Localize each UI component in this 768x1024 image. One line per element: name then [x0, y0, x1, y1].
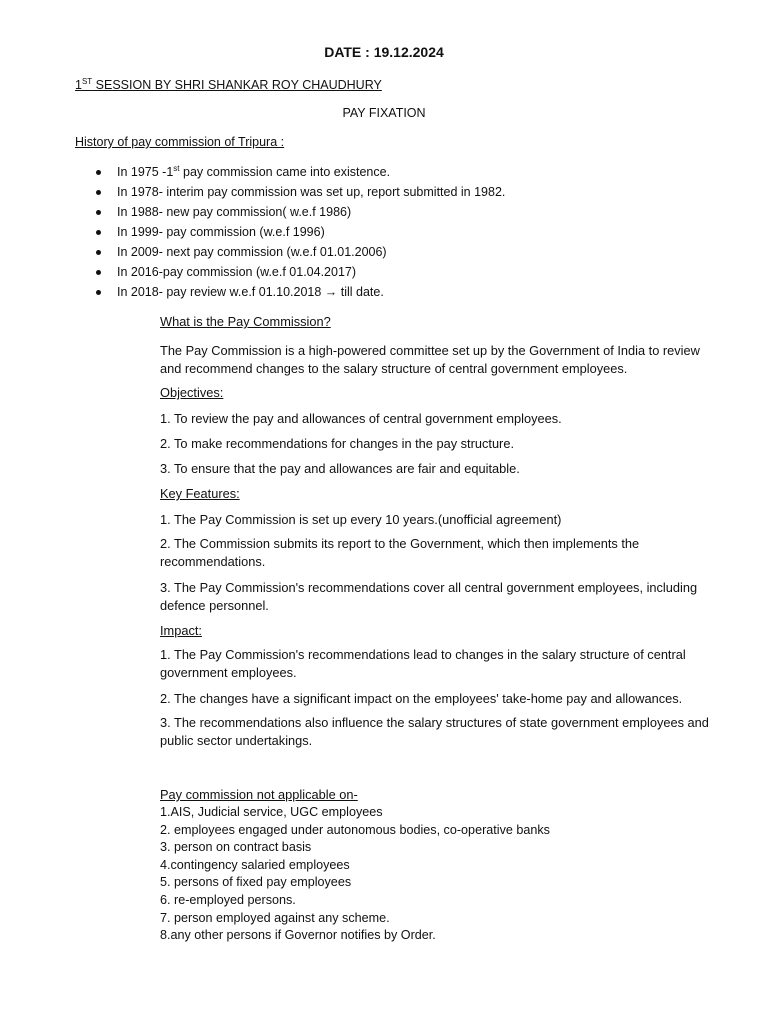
history-item: In 1975 -1st pay commission came into existence. [0, 162, 505, 182]
bullet-icon [96, 250, 101, 255]
history-item: In 1978- interim pay commission was set up, report submitted in 1982. [0, 182, 505, 202]
session-text: SESSION BY SHRI SHANKAR ROY CHAUDHURY [92, 78, 382, 93]
bullet-icon [96, 210, 101, 215]
session-ordinal-suffix: ST [81, 77, 93, 86]
bullet-icon [96, 270, 101, 275]
impact-heading: Impact: [160, 623, 202, 638]
not-applicable-item: 3. person on contract basis [160, 840, 312, 855]
not-applicable-item: 4.contingency salaried employees [160, 857, 350, 872]
not-applicable-item: 8.any other persons if Governor notifies by Order. [160, 928, 436, 943]
key-feature-item: 2. The Commission submits its report to the Government, which then implements the recommendations. [160, 536, 640, 569]
key-feature-item: 3. The Pay Commission's recommendations cover all central government employees, including defence personnel. [160, 580, 698, 613]
objectives-heading: Objectives: [160, 385, 224, 400]
impact-item: 2. The changes have a significant impact on the employees' take-home pay and allowances. [160, 691, 683, 706]
history-list [0, 162, 505, 302]
impact-item: 1. The Pay Commission's recommendations lead to changes in the salary structure of central government employees. [160, 647, 686, 680]
objective-item: 3. To ensure that the pay and allowances are fair and equitable. [160, 461, 520, 476]
not-applicable-item: 7. person employed against any scheme. [160, 910, 390, 925]
not-applicable-item: 6. re-employed persons. [160, 892, 296, 907]
bullet-icon [96, 170, 101, 175]
objective-item: 1. To review the pay and allowances of central government employees. [160, 411, 562, 426]
bullet-icon [96, 190, 101, 195]
history-item: In 2009- next pay commission (w.e.f 01.01.2006) [0, 242, 505, 262]
pay-fixation-title: PAY FIXATION [342, 106, 426, 120]
what-paragraph: The Pay Commission is a high-powered committee set up by the Government of India to review and recommend changes to the salary structure of central government employees. [160, 343, 700, 376]
what-heading: What is the Pay Commission? [160, 314, 331, 329]
history-item: In 2016-pay commission (w.e.f 01.04.2017) [0, 262, 505, 282]
document-date: DATE : 19.12.2024 [324, 44, 444, 60]
not-applicable-heading: Pay commission not applicable on- [160, 787, 358, 802]
history-item: In 2018- pay review w.e.f 01.10.2018 → till date. [0, 282, 505, 302]
key-feature-item: 1. The Pay Commission is set up every 10 years.(unofficial agreement) [160, 512, 562, 527]
not-applicable-item: 2. employees engaged under autonomous bodies, co-operative banks [160, 822, 550, 837]
impact-item: 3. The recommendations also influence the salary structures of state government employees and public sector undertakings. [160, 715, 709, 748]
not-applicable-list [160, 804, 550, 945]
history-heading: History of pay commission of Tripura : [75, 135, 285, 149]
bullet-icon [96, 290, 101, 295]
objective-item: 2. To make recommendations for changes in the pay structure. [160, 436, 514, 451]
history-item: In 1988- new pay commission( w.e.f 1986) [0, 202, 505, 222]
session-ordinal: 1 [75, 78, 82, 93]
session-title [75, 77, 382, 92]
not-applicable-item: 1.AIS, Judicial service, UGC employees [160, 805, 383, 819]
key-features-heading: Key Features: [160, 486, 240, 501]
history-item: In 1999- pay commission (w.e.f 1996) [0, 222, 505, 242]
not-applicable-item: 5. persons of fixed pay employees [160, 875, 352, 890]
bullet-icon [96, 230, 101, 235]
